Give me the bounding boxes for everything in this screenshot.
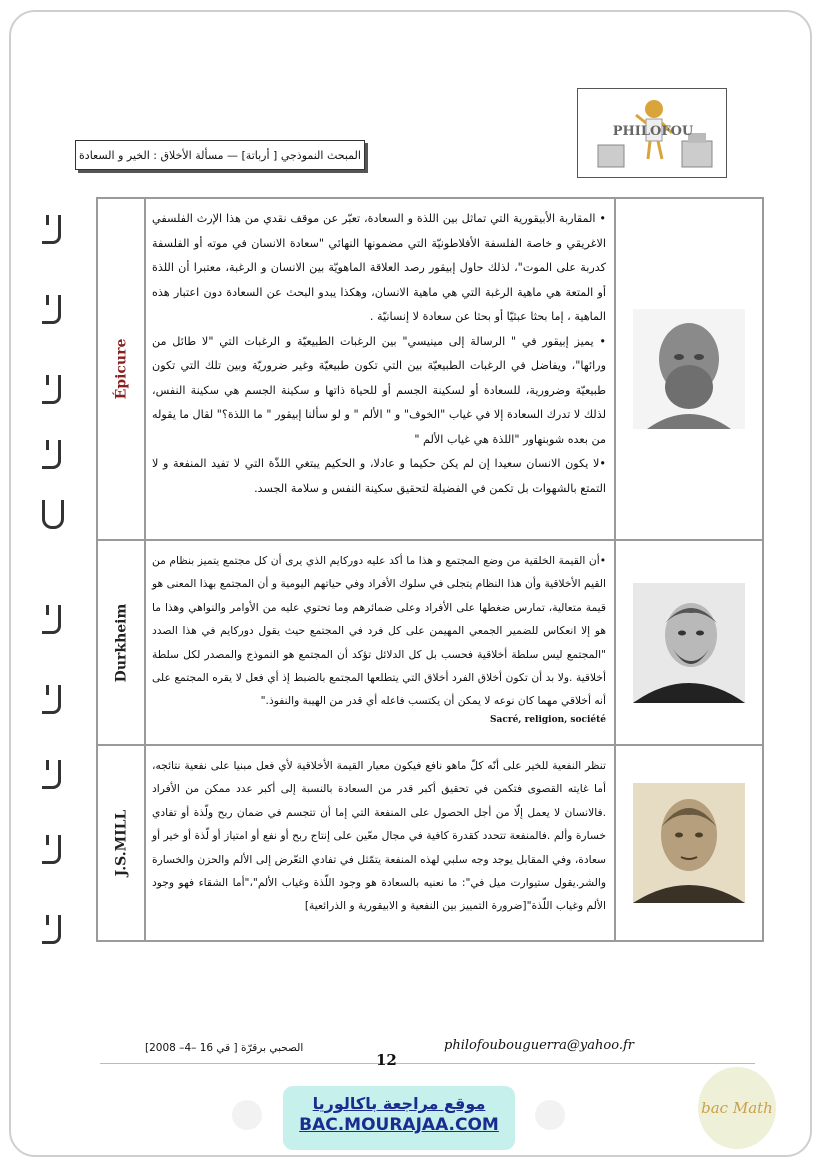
footer-author: الصحبي برقرّة [ قي 16 –4– 2008] xyxy=(145,1042,304,1054)
philosopher-name: Épicure xyxy=(113,338,130,400)
source-reference: Sacré, religion, société xyxy=(490,714,606,725)
page-number: 12 xyxy=(376,1051,397,1069)
site-logo-icon xyxy=(535,1100,565,1130)
content-table xyxy=(96,197,764,942)
epicure-bust-image xyxy=(633,309,745,429)
philosopher-name: Durkheim xyxy=(113,603,129,682)
paragraph: تنظر النفعية للخير على أنّه كلّ ماهو نافع فيكون معيار القيمة الأخلاقية لأي فعل مبنيا على نفعية نتائجه، أما غايته القصوى فتكمن في تحقيق أكبر قدر من السعادة بالنسبة إلى أكبر عدد ممكن من الأفراد .فالانسان لا يعمل إلّا من أجل الحصول على المنفعة التي إما أن تتجسم في ضمان ربح ولّذة أو تفادي خسارة وألم .فالمنفعة تتحدد كقدرة كافية في مجال معّين على إنتاج ربح أو نفع أو امتياز أو لّذة أو خير أو سعادة، وفي المقابل يوجد وجه سلبي لهذه المنفعة يتمّثل في تفادي التعّرض إلى الألم والحزن والخسارة والشر.يقول ستيوارت ميل في": ما نعنيه بالسعادة هو وجود اللّذة وغياب الألم"،"أما الشقاء فهو وجود الألم وغياب اللّذة"[ضرورة التمييز بين النفعية و الابيقورية و الذرائعية] xyxy=(152,759,606,913)
philosopher-text-cell xyxy=(146,199,614,539)
paragraph: •أن القيمة الخلقية من وضع المجتمع و هذا ما أكد عليه دوركايم الذي يرى أن كل مجتمع يتميز بنظام من القيم الأخلاقية وأن هذا النظام يتجلى في سلوك الأفراد وفي حياتهم اليومية و أن المجتمع بهذا المعنى هو قيمة متعالية، تمارس ضغطها على الأفراد وعلى ضمائرهم وما تحتوي عليه من الأوامر والنواهي وهذا ما هو إلا انعكاس للضمير الجمعي المهيمن على كل فرد في المجتمع حيث يقول دوركايم في هذا الصدد "المجتمع ليس سلطة أخلاقية فحسب بل كل الدلائل تؤكد أن المجتمع هو النموذج والمصدر لكل سلطة أخلاقية .ولا بد أن تكون أخلاق الفرد أخلاق التي يتطلعها المجتمع بالضبط إذ أي فعل لا يقره المجتمع على أنه أخلاقي مهما كان نوعه لا يمكن أن يكتسب فاعله أي قدر من الهيبة والنفوذ." xyxy=(152,554,606,708)
philosopher-text-cell xyxy=(146,541,614,744)
mill-portrait-image xyxy=(633,783,745,903)
paragraph: • يميز إبيقور في " الرسالة إلى مينيسي" بين الرغبات الطبيعيّة و الرغبات التي "لا طائل من ورائها"، ويفاضل في الرغبات الطبيعيّة بين التي تكون طبيعيّة وغير ضروريّة وبين تلك التي تكون طبيعيّة وضرورية، للسعادة أو لسكينة الجسم أو للحياة ذاتها و سكينة الجسم هي سكينة النفس، لذلك لا تدرك السعادة إلا في غياب "الخوف" و " الألم " و لو سألنا إبيقور " ما اللذة؟" لقال ما يقوله من بعده شوبنهاور "اللذة هي غياب الألم " xyxy=(152,334,606,446)
page-title: المبحث النموذجي [ أرباتة] — مسألة الأخلاق : الخير و السعادة xyxy=(79,148,361,162)
paragraph: •لا يكون الانسان سعيدا إن لم يكن حكيما و عادلا، و الحكيم يبتغي اللذّة التي لا تفيد المنفعة و لا التمتع بالشهوات بل تكمن في الفضيلة لتحقيق سكينة النفس و سلامة الجسد. xyxy=(152,457,606,495)
philosopher-photo-cell xyxy=(614,199,762,539)
philosopher-photo-cell xyxy=(614,541,762,744)
badge-text: bac Math xyxy=(701,1099,773,1117)
paragraph: • المقاربة الأبيقورية التي تماثل بين اللذة و السعادة، تعبّر عن موقف نقدي من هذا الإرث الفلسفي الاغريقي و خاصة الفلسفة الأفلاطونيّة التي مضمونها النهائي "سعادة الانسان في موته أو الفلسفة كدربة على الموت"، لذلك حاول إبيقور رصد العلاقة الماهويّة بين الانسان و الرغبة، معتبرا أن اللذة أو المتعة هي ماهية الرغبة التي هي ماهية الانسان، وهكذا يبدو البحث عن السعادة دون اعتبار هذه الماهية ، إما بحثا عبثيّا أو بحثا عن سعادة لا إنسانيّة . xyxy=(152,212,606,323)
decorative-side-column xyxy=(40,195,62,955)
philosopher-text-cell xyxy=(146,746,614,940)
header-box xyxy=(75,140,365,170)
site-banner-arabic[interactable]: موقع مراجعة باكالوريا xyxy=(312,1094,486,1113)
philosopher-name-cell xyxy=(98,746,146,940)
philofou-logo xyxy=(577,88,727,178)
durkheim-portrait-image xyxy=(633,583,745,703)
site-banner-url[interactable]: BAC.MOURAJAA.COM xyxy=(299,1115,499,1135)
logo-text: PHILOFOU xyxy=(612,124,694,139)
table-row xyxy=(98,199,762,539)
table-row xyxy=(98,744,762,940)
philosopher-name: J.S.MILL xyxy=(113,809,130,877)
site-logo-icon xyxy=(232,1100,262,1130)
site-banner[interactable] xyxy=(283,1086,515,1150)
bac-math-badge xyxy=(698,1067,776,1149)
philosopher-name-cell xyxy=(98,541,146,744)
author-email: philofoubouguerra@yahoo.fr xyxy=(444,1038,634,1053)
philosopher-name-cell xyxy=(98,199,146,539)
table-row xyxy=(98,539,762,744)
footer-divider xyxy=(100,1063,755,1064)
philosopher-photo-cell xyxy=(614,746,762,940)
